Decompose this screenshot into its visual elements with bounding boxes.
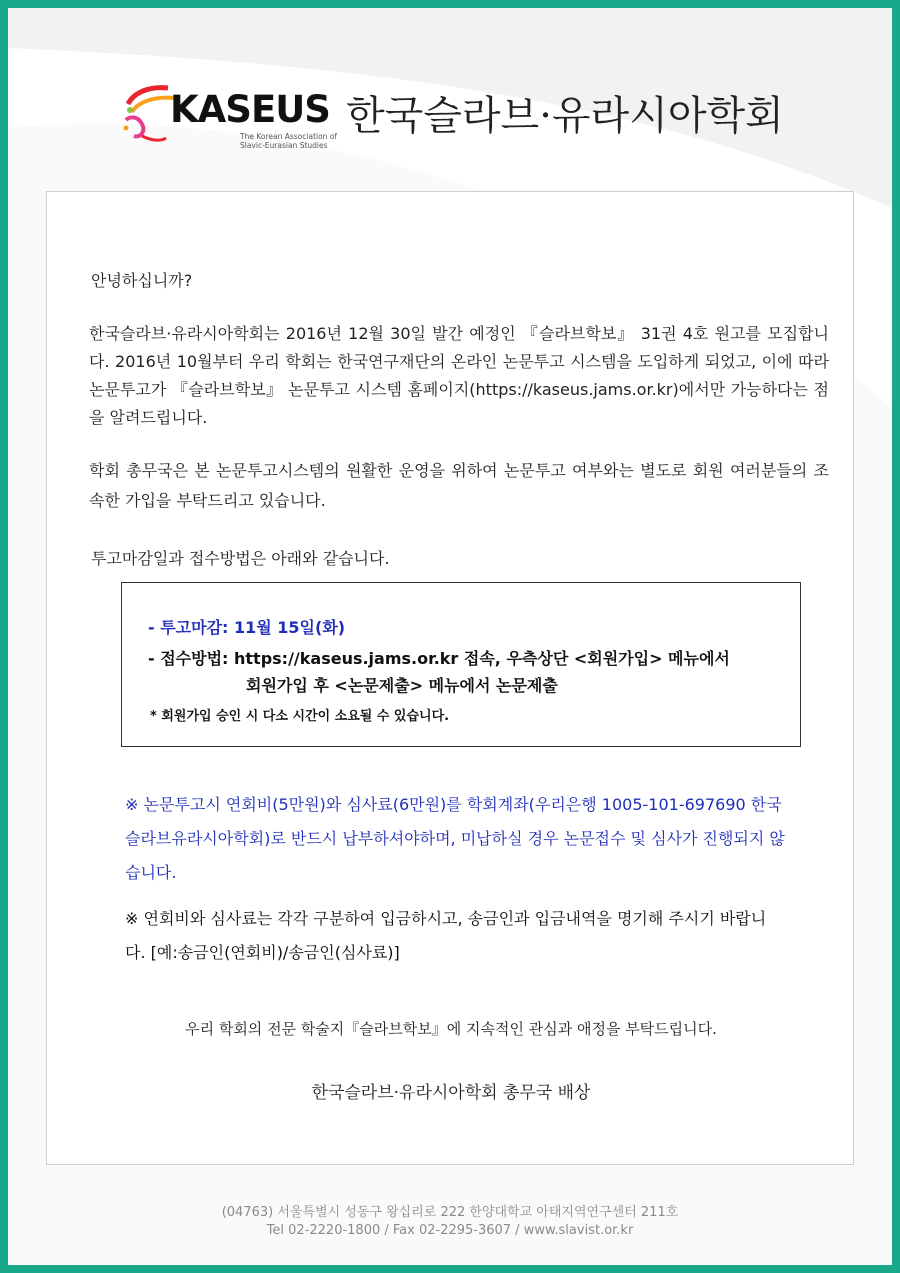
method-line-continued: 회원가입 후 <논문제출> 메뉴에서 논문제출 <box>246 676 558 695</box>
deposit-notice: ※ 연회비와 심사료는 각각 구분하여 입금하시고, 송금인과 입금내역을 명기해 주시기 바랍니다. [예:송금인(연회비)/송금인(심사료)] <box>125 909 767 962</box>
logo-subtitle: The Korean Association of Slavic-Eurasian Studies <box>240 132 338 150</box>
paragraph-membership: 학회 총무국은 본 논문투고시스템의 원활한 운영을 위하여 논문투고 여부와는 별도로 회원 여러분들의 조속한 가입을 부탁드리고 있습니다. <box>89 461 829 510</box>
paragraph-intro-details: 투고마감일과 접수방법은 아래와 같습니다. <box>91 549 390 568</box>
footer-contact: Tel 02-2220-1800 / Fax 02-2295-3607 / www.slavist.or.kr <box>266 1223 634 1238</box>
footer-address: (04763) 서울특별시 성동구 왕십리로 222 한양대학교 아태지역연구센터 211호 <box>221 1205 679 1220</box>
submission-info-box <box>121 582 801 747</box>
notice-card <box>46 191 854 1165</box>
deadline-line: - 투고마감: 11월 15일(화) <box>148 618 346 637</box>
paragraph-call-for-papers: 한국슬라브·유라시아학회는 2016년 12월 30일 발간 예정인 『슬라브학보』 31권 4호 원고를 모집합니다. 2016년 10월부터 우리 학회는 한국연구재단의 온라인 논문투고 시스템을 도입하게 되었고, 이에 따라 논문투고가 『슬라브학보』 논문투고 시스템 홈페이지(https://kaseus.jams.or.kr)에서만 가능하다는 점을 알려드립니다. <box>89 324 829 427</box>
approval-note: * 회원가입 승인 시 다소 시간이 소요될 수 있습니다. <box>150 709 450 724</box>
org-title: 한국슬라브·유라시아학회 <box>346 93 784 139</box>
greeting: 안녕하십니까? <box>91 271 193 290</box>
closing-message: 우리 학회의 전문 학술지『슬라브학보』에 지속적인 관심과 애정을 부탁드립니다. <box>185 1020 717 1038</box>
header <box>120 70 800 160</box>
logo-wordmark: KASEUS <box>170 88 330 131</box>
fee-notice: ※ 논문투고시 연회비(5만원)와 심사료(6만원)를 학회계좌(우리은행 1005-101-697690 한국슬라브유라시아학회)로 반드시 납부하셔야하며, 미납하실 경우 논문접수 및 심사가 진행되지 않습니다. <box>125 795 785 882</box>
method-line: - 접수방법: https://kaseus.jams.or.kr 접속, 우측상단 <회원가입> 메뉴에서 <box>148 649 730 668</box>
signature: 한국슬라브·유라시아학회 총무국 배상 <box>311 1083 591 1103</box>
